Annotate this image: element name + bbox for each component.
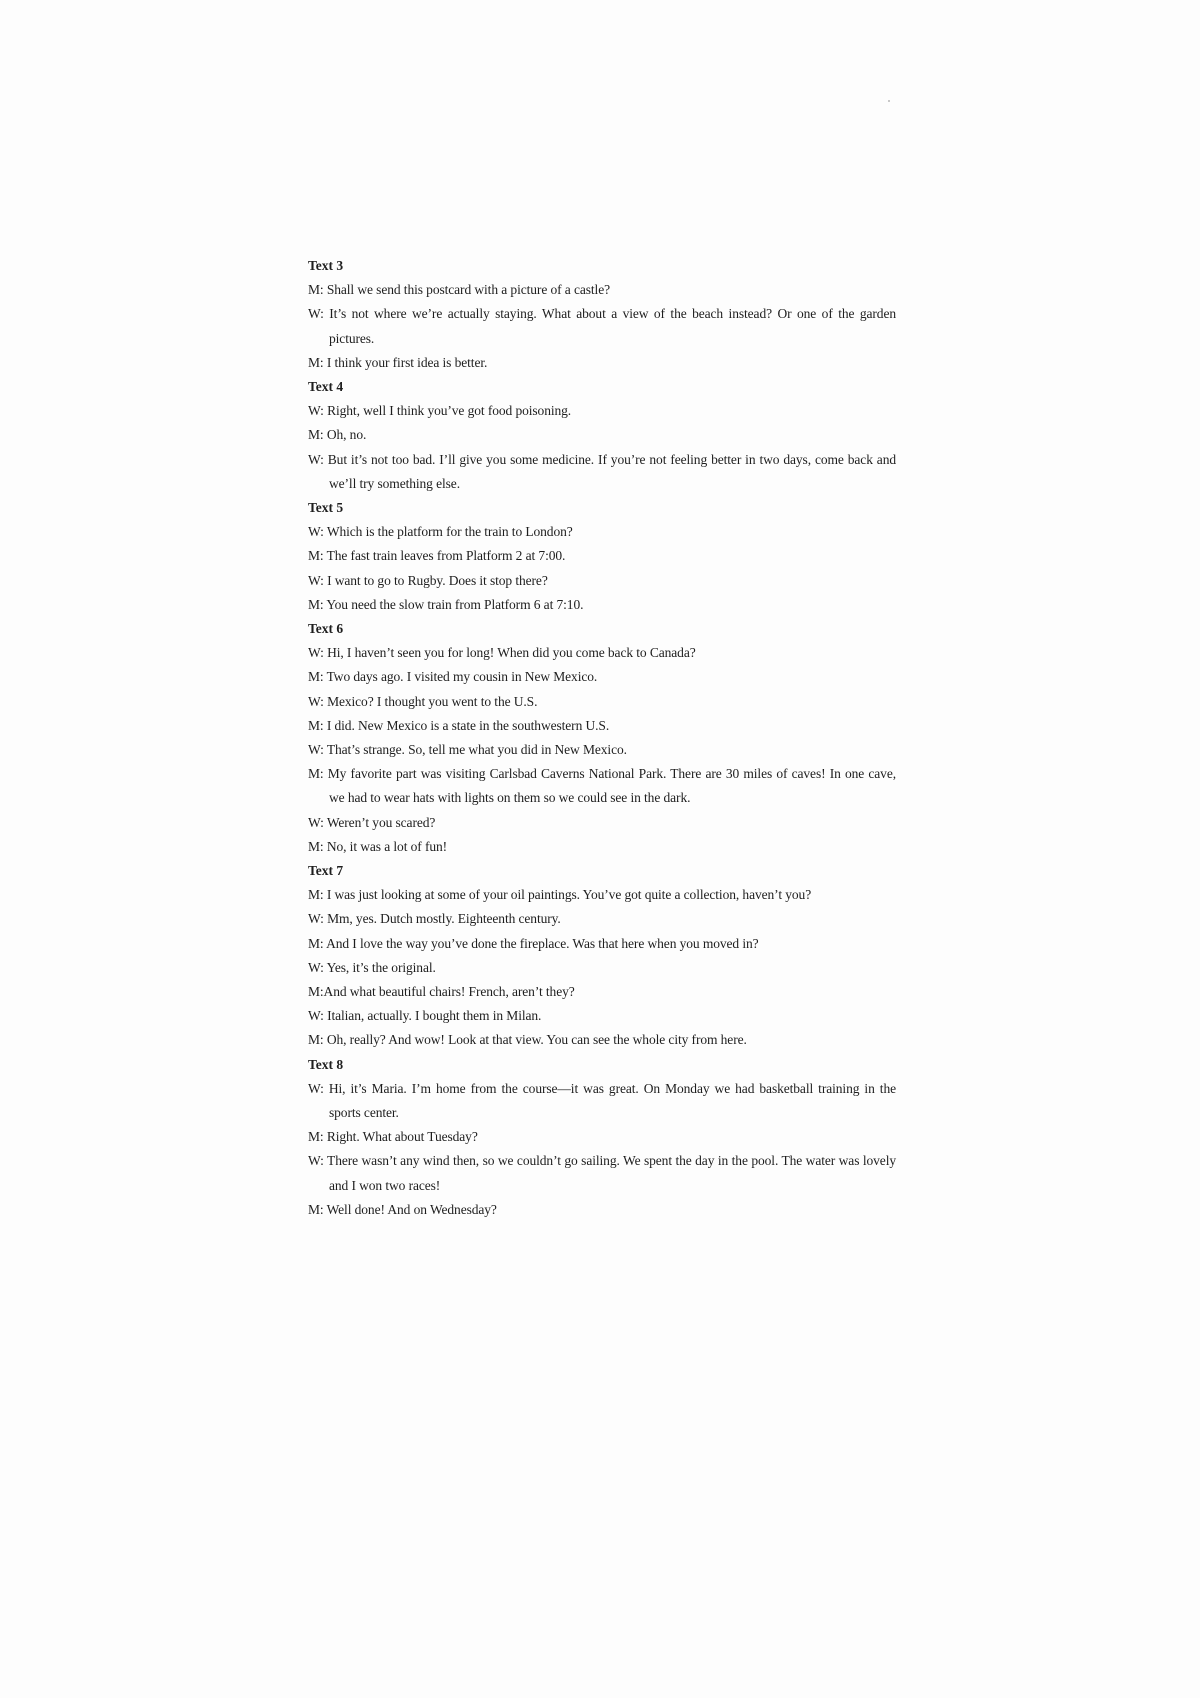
dialogue-line: M: Shall we send this postcard with a picture of a castle?	[308, 282, 610, 298]
section-heading: Text 7	[308, 863, 344, 879]
section-heading: Text 4	[308, 379, 344, 394]
listening-transcript	[308, 254, 896, 1222]
dialogue-line: W: Mexico? I thought you went to the U.S.	[308, 693, 538, 709]
section-heading: Text 8	[308, 1056, 344, 1072]
dialogue-line: W: But it’s not too bad. I’ll give you some medicine. If you’re not feeling better in two days, come back and we’ll try something else.	[308, 451, 896, 491]
dialogue-line: W: Yes, it’s the original.	[308, 959, 436, 975]
dialogue-line: M: I was just looking at some of your oil paintings. You’ve got quite a collection, haven’t you?	[308, 887, 812, 903]
dialogue-line: W: Right, well I think you’ve got food poisoning.	[308, 403, 572, 419]
transcript-section	[308, 496, 896, 617]
dialogue-line: W: Weren’t you scared?	[308, 814, 436, 830]
dialogue-line: M: The fast train leaves from Platform 2 at 7:00.	[308, 548, 566, 564]
transcript-section	[308, 1053, 896, 1222]
dialogue-line: M: Oh, no.	[308, 427, 367, 443]
transcript-section	[308, 375, 896, 496]
dialogue-line: W: Italian, actually. I bought them in Milan.	[308, 1008, 542, 1024]
transcript-section	[308, 859, 896, 1053]
dialogue-line: M: Oh, really? And wow! Look at that view. You can see the whole city from here.	[308, 1032, 747, 1048]
dialogue-line: M: Right. What about Tuesday?	[308, 1129, 478, 1145]
dialogue-line: W: Hi, I haven’t seen you for long! When did you come back to Canada?	[308, 645, 696, 661]
dialogue-line: W: Hi, it’s Maria. I’m home from the course—it was great. On Monday we had basketball training in the sports center.	[308, 1080, 896, 1121]
dialogue-line: W: It’s not where we’re actually staying. What about a view of the beach instead? Or one of the garden pictures.	[308, 306, 896, 346]
section-heading: Text 6	[308, 621, 344, 636]
dialogue-line: M: My favorite part was visiting Carlsbad Caverns National Park. There are 30 miles of caves! In one cave, we had to wear hats with lights on them so we could see in the dark.	[308, 766, 896, 806]
dialogue-line: M:And what beautiful chairs! French, aren’t they?	[308, 984, 575, 1000]
dialogue-line: W: Which is the platform for the train to London?	[308, 524, 573, 540]
scan-speck	[888, 100, 890, 102]
dialogue-line: M: I did. New Mexico is a state in the southwestern U.S.	[308, 717, 610, 733]
section-heading: Text 3	[308, 258, 344, 273]
dialogue-line: W: Mm, yes. Dutch mostly. Eighteenth century.	[308, 911, 561, 927]
dialogue-line: M: No, it was a lot of fun!	[308, 838, 448, 854]
dialogue-line: W: I want to go to Rugby. Does it stop there?	[308, 572, 548, 588]
transcript-section	[308, 617, 896, 859]
dialogue-line: M: I think your first idea is better.	[308, 354, 488, 370]
dialogue-line: M: Two days ago. I visited my cousin in New Mexico.	[308, 669, 598, 685]
dialogue-line: W: That’s strange. So, tell me what you did in New Mexico.	[308, 742, 627, 757]
dialogue-line: M: Well done! And on Wednesday?	[308, 1201, 497, 1217]
dialogue-line: M: You need the slow train from Platform 6 at 7:10.	[308, 596, 584, 612]
section-heading: Text 5	[308, 500, 344, 515]
transcript-section	[308, 254, 896, 375]
dialogue-line: W: There wasn’t any wind then, so we couldn’t go sailing. We spent the day in the pool. The water was lovely and I won two races!	[308, 1153, 896, 1193]
dialogue-line: M: And I love the way you’ve done the fireplace. Was that here when you moved in?	[308, 935, 759, 951]
